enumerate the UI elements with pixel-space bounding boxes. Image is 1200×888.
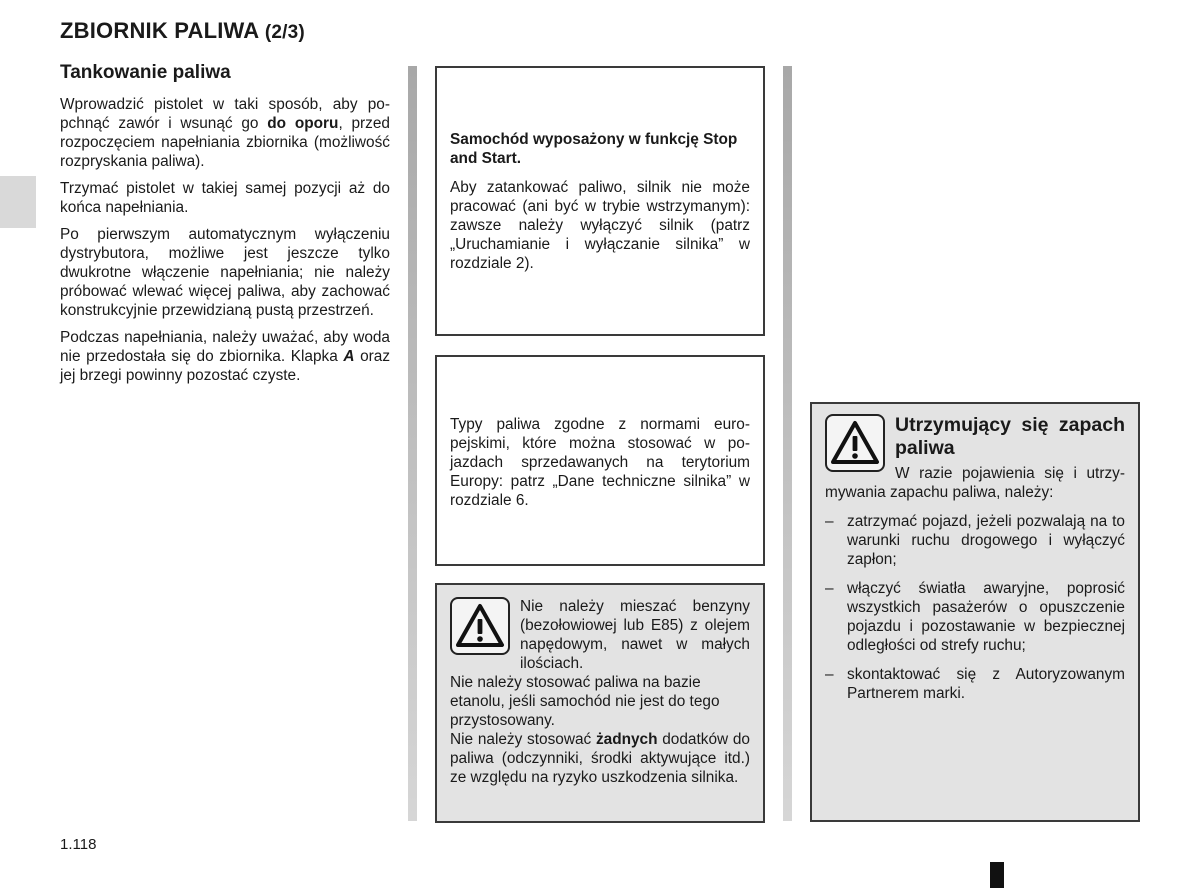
list-dash: –	[825, 666, 834, 683]
fuel-smell-warning-box	[810, 402, 1140, 822]
paragraph-text: Nie należy stosować	[450, 731, 596, 748]
paragraph-text: Podczas napełniania, należy uważać, aby woda nie przedostała się do zbiornika. Klapka	[60, 329, 390, 365]
flap-reference-label: A	[343, 348, 355, 365]
fuel-types-body: Typy paliwa zgodne z normami europejskimi, które można stosować w pojazdach sprzedawanych na terytorium Europy: patrz „Dane techniczne silnika” w rozdziale 6.	[450, 416, 750, 509]
paragraph-insert-nozzle	[60, 95, 390, 171]
fuel-mixing-warning-box	[435, 583, 765, 823]
page-number: 1.118	[60, 836, 97, 853]
section-heading: Tankowanie paliwa	[60, 62, 231, 83]
warning-triangle-icon	[450, 597, 510, 655]
chapter-tab-marker	[0, 176, 36, 228]
paragraph-text: Wprowadzić pistolet w taki sposób, aby popchnąć zawór i wsunąć go	[60, 96, 390, 132]
stop-start-body: Aby zatankować paliwo, silnik nie może pracować (ani być w trybie wstrzymanym): zawsze należy wyłączyć silnik (patrz „Uruchamianie i wyłączanie silnika” w rozdziale 2).	[450, 179, 750, 272]
paragraph-water-caution	[60, 328, 390, 385]
smell-intro: W razie pojawienia się i utrzymywania zapachu paliwa, należy:	[825, 465, 1125, 501]
page-title-sub: (2/3)	[264, 22, 305, 43]
emphasis-text: żadnych	[595, 731, 658, 748]
page-title-text: ZBIORNIK PALIWA	[60, 18, 259, 43]
paragraph-text: oraz jej brzegi powinny pozostać czyste.	[60, 348, 391, 384]
warning-triangle-icon	[825, 414, 885, 472]
fuel-types-info-box	[435, 355, 765, 566]
print-crop-mark	[990, 862, 1004, 888]
emphasis-text: do oporu	[267, 115, 339, 132]
list-item-text: skontaktować się z Autoryzowanym Partnerem marki.	[847, 666, 1125, 702]
list-item	[825, 579, 1125, 655]
list-dash: –	[825, 513, 834, 530]
stop-start-info-box	[435, 66, 765, 336]
stop-start-heading: Samochód wyposażony w funkcję Stop and Start.	[450, 131, 738, 167]
left-column-text	[60, 95, 390, 393]
list-item	[825, 512, 1125, 569]
paragraph-auto-shutoff: Po pierwszym automatycznym wyłączeniu dystrybutora, możliwe jest jeszcze tylko dwukrotne włączenie napełniania; nie należy próbować wlewać więcej paliwa, aby zachować konstrukcyjnie przewidzianą pustą przestrzeń.	[60, 226, 390, 319]
warning-ethanol-text: Nie należy stosować paliwa na bazie etanolu, jeśli samochód nie jest do tego przystosowany.	[450, 674, 720, 729]
smell-action-list	[825, 512, 1125, 703]
list-item-text: włączyć światła awaryjne, poprosić wszystkich pasażerów o opuszczenie pojazdu i pozostawanie w bezpiecznej odległości od strefy ruchu;	[847, 580, 1125, 654]
column-divider-bar-left	[408, 66, 417, 821]
page-title	[60, 18, 305, 44]
warning-mixing-text: Nie należy mieszać benzyny (bezołowiowej lub E85) z olejem napędowym, nawet w małych ilościach.	[520, 598, 750, 672]
column-divider-bar-right	[783, 66, 792, 821]
list-item	[825, 665, 1125, 703]
paragraph-text: dodatków do paliwa (odczynniki, środki aktywujące itd.) ze względu na ryzyko uszkodzenia silnika.	[450, 731, 750, 786]
paragraph-text: , przed rozpoczęciem napełniania zbiornika (możliwość rozpryskania paliwa).	[60, 115, 390, 170]
list-dash: –	[825, 580, 834, 597]
paragraph-hold-nozzle: Trzymać pistolet w takiej samej pozycji aż do końca napełniania.	[60, 180, 390, 216]
smell-heading: Utrzymujący się zapach paliwa	[895, 414, 1125, 459]
warning-additives-text	[450, 730, 750, 787]
list-item-text: zatrzymać pojazd, jeżeli pozwalają na to warunki ruchu drogowego i wyłączyć zapłon;	[847, 513, 1125, 568]
